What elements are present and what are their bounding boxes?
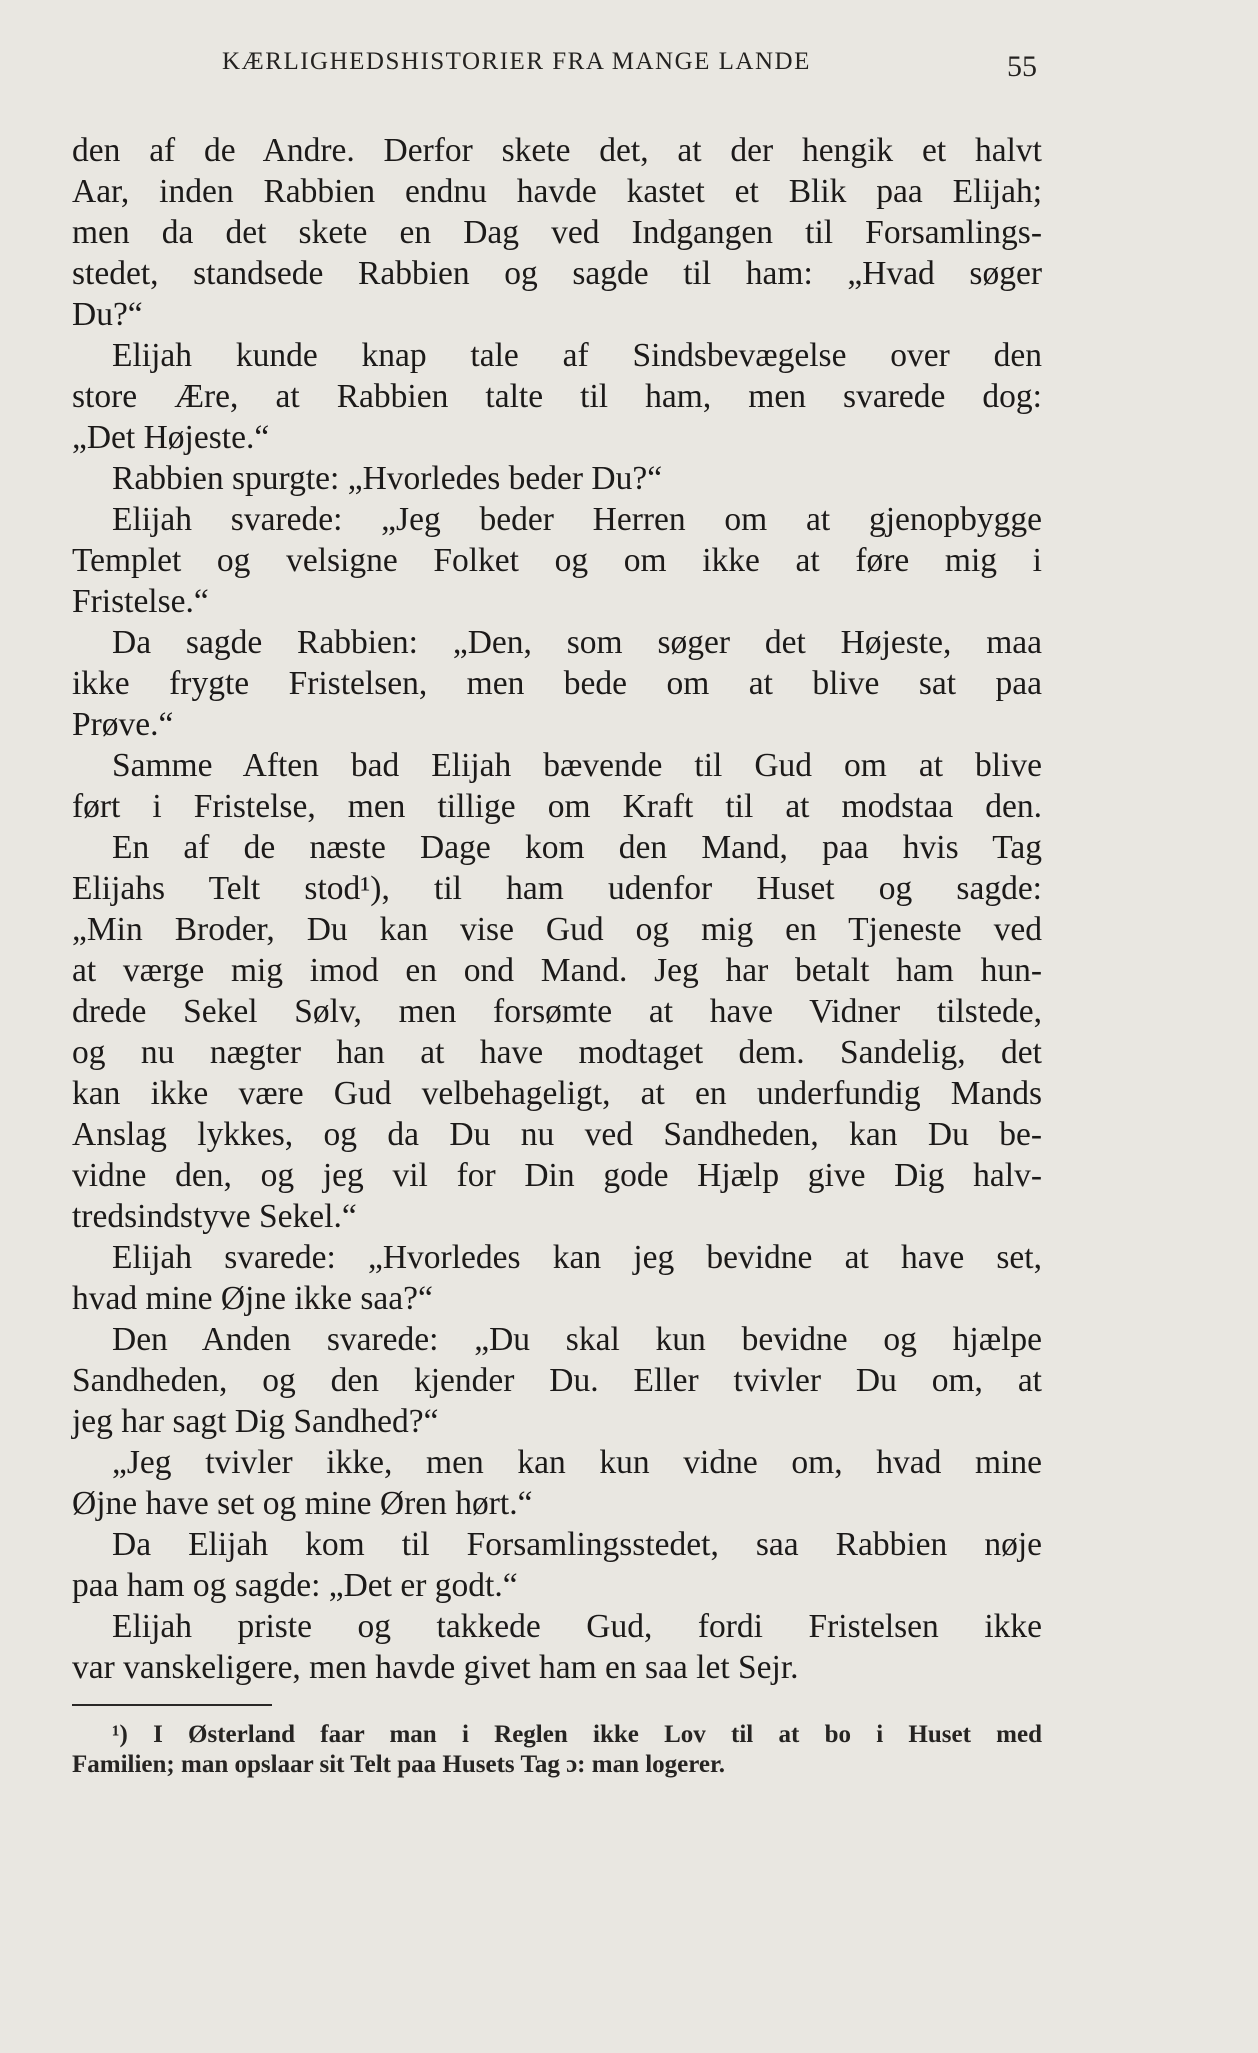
text-line: Sandheden, og den kjender Du. Eller tvivler Du om, at bbox=[72, 1362, 1042, 1399]
text-line: Templet og velsigne Folket og om ikke at føre mig i bbox=[72, 542, 1042, 579]
text-line: Elijah kunde knap tale af Sindsbevægelse over den bbox=[112, 337, 1042, 374]
text-line: ført i Fristelse, men tillige om Kraft til at modstaa den. bbox=[72, 788, 1042, 825]
footnote-divider bbox=[72, 1704, 272, 1706]
text-line: store Ære, at Rabbien talte til ham, men svarede dog: bbox=[72, 378, 1042, 415]
text-line: drede Sekel Sølv, men forsømte at have Vidner tilstede, bbox=[72, 993, 1042, 1030]
text-line: Elijah svarede: „Hvorledes kan jeg bevidne at have set, bbox=[112, 1239, 1042, 1276]
text-line: „Det Højeste.“ bbox=[72, 419, 270, 456]
text-line: at værge mig imod en ond Mand. Jeg har betalt ham hun- bbox=[72, 952, 1042, 989]
text-line: jeg har sagt Dig Sandhed?“ bbox=[72, 1403, 439, 1440]
text-line: stedet, standsede Rabbien og sagde til ham: „Hvad søger bbox=[72, 255, 1042, 292]
text-line: men da det skete en Dag ved Indgangen til Forsamlings- bbox=[72, 214, 1042, 251]
text-line: Rabbien spurgte: „Hvorledes beder Du?“ bbox=[112, 460, 663, 497]
page-header bbox=[72, 48, 1072, 88]
text-line: Elijahs Telt stod¹), til ham udenfor Huset og sagde: bbox=[72, 870, 1042, 907]
text-line: Elijah priste og takkede Gud, fordi Fristelsen ikke bbox=[112, 1608, 1042, 1645]
text-line: Prøve.“ bbox=[72, 706, 174, 743]
running-title: KÆRLIGHEDSHISTORIER FRA MANGE LANDE bbox=[222, 48, 811, 75]
footnote-line: Familien; man opslaar sit Telt paa Husets Tag ɔ: man logerer. bbox=[72, 1751, 726, 1778]
text-line: Da sagde Rabbien: „Den, som søger det Højeste, maa bbox=[112, 624, 1042, 661]
text-line: Øjne have set og mine Øren hørt.“ bbox=[72, 1485, 533, 1522]
text-line: kan ikke være Gud velbehageligt, at en underfundig Mands bbox=[72, 1075, 1042, 1112]
text-line: Den Anden svarede: „Du skal kun bevidne og hjælpe bbox=[112, 1321, 1042, 1358]
footnotes bbox=[72, 1720, 1042, 1780]
text-line: En af de næste Dage kom den Mand, paa hvis Tag bbox=[112, 829, 1042, 866]
text-line: Aar, inden Rabbien endnu havde kastet et Blik paa Elijah; bbox=[72, 173, 1042, 210]
body-text bbox=[72, 130, 1042, 1688]
text-line: paa ham og sagde: „Det er godt.“ bbox=[72, 1567, 518, 1604]
text-line: Da Elijah kom til Forsamlingsstedet, saa Rabbien nøje bbox=[112, 1526, 1042, 1563]
text-line: Anslag lykkes, og da Du nu ved Sandheden, kan Du be- bbox=[72, 1116, 1042, 1153]
text-line: og nu nægter han at have modtaget dem. Sandelig, det bbox=[72, 1034, 1042, 1071]
text-line: tredsindstyve Sekel.“ bbox=[72, 1198, 357, 1235]
footnote-line: ¹) I Østerland faar man i Reglen ikke Lov til at bo i Huset med bbox=[112, 1721, 1042, 1748]
text-line: „Min Broder, Du kan vise Gud og mig en Tjeneste ved bbox=[72, 911, 1042, 948]
text-line: Fristelse.“ bbox=[72, 583, 209, 620]
text-line: ikke frygte Fristelsen, men bede om at blive sat paa bbox=[72, 665, 1042, 702]
text-line: Samme Aften bad Elijah bævende til Gud om at blive bbox=[112, 747, 1042, 784]
text-line: den af de Andre. Derfor skete det, at der hengik et halvt bbox=[72, 132, 1042, 169]
text-line: „Jeg tvivler ikke, men kan kun vidne om, hvad mine bbox=[112, 1444, 1042, 1481]
page-number: 55 bbox=[1007, 50, 1037, 83]
text-line: var vanskeligere, men havde givet ham en saa let Sejr. bbox=[72, 1649, 799, 1686]
text-line: vidne den, og jeg vil for Din gode Hjælp give Dig halv- bbox=[72, 1157, 1042, 1194]
text-line: Du?“ bbox=[72, 296, 143, 333]
text-line: hvad mine Øjne ikke saa?“ bbox=[72, 1280, 433, 1317]
text-line: Elijah svarede: „Jeg beder Herren om at gjenopbygge bbox=[112, 501, 1042, 538]
